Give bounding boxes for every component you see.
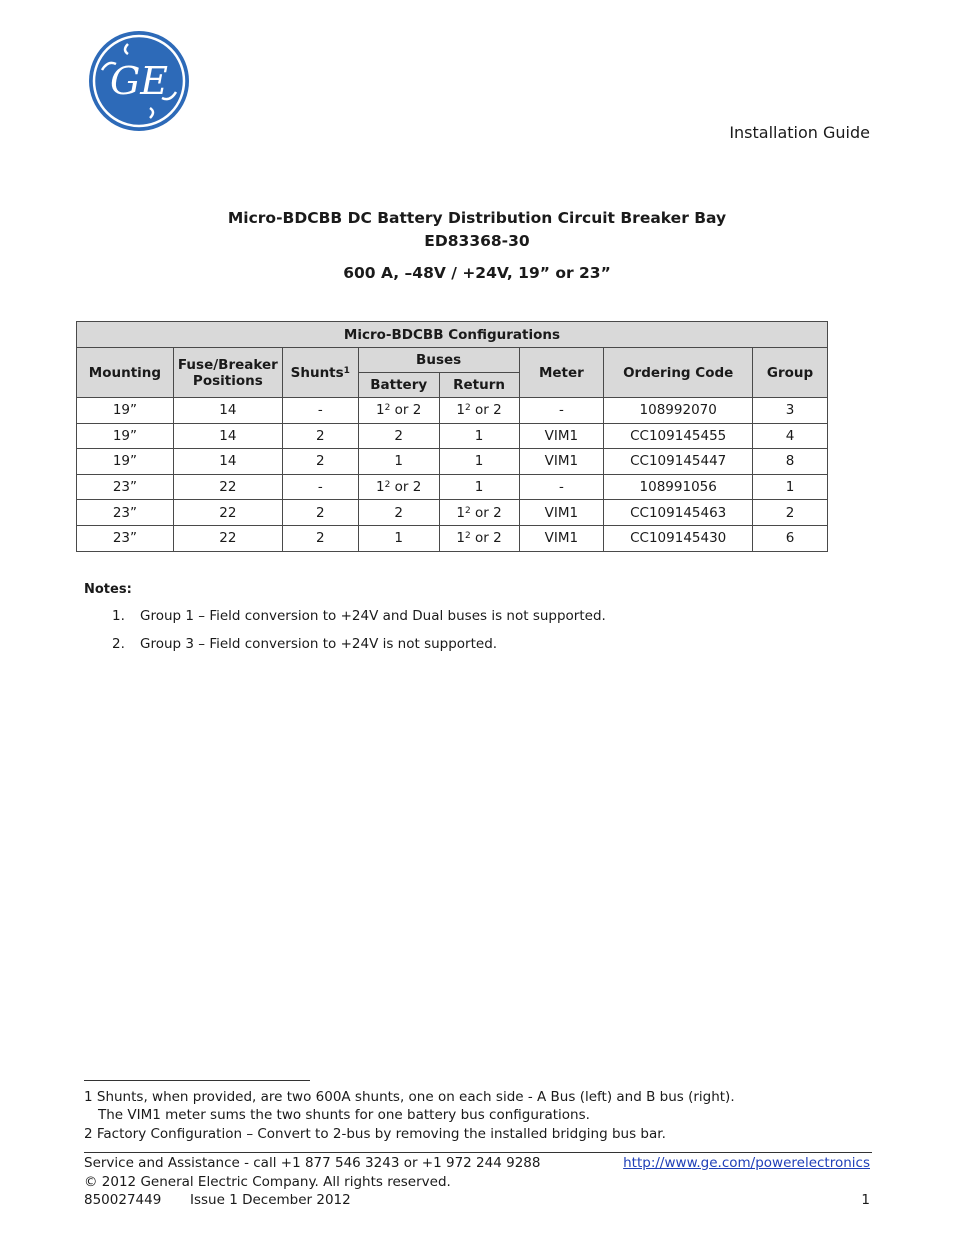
cell-positions: 22 <box>173 500 282 526</box>
logo-text: GE <box>109 59 169 103</box>
ge-logo <box>88 30 190 132</box>
cell-positions: 22 <box>173 525 282 551</box>
cell-ordering-code: CC109145447 <box>604 449 753 475</box>
cell-ordering-code: CC109145455 <box>604 423 753 449</box>
cell-battery <box>358 423 439 449</box>
footer-url-link[interactable]: http://www.ge.com/powerelectronics <box>623 1155 870 1171</box>
cell-battery-value: 1 <box>394 530 403 547</box>
cell-positions: 22 <box>173 474 282 500</box>
cell-shunts: 2 <box>282 449 358 475</box>
cell-meter: - <box>519 474 604 500</box>
doc-type: Installation Guide <box>729 123 870 142</box>
cell-return-value: 1 <box>456 504 465 521</box>
cell-return-alt: or 2 <box>470 530 502 547</box>
cell-mounting: 19” <box>77 398 174 424</box>
note-text: Group 1 – Field conversion to +24V and Dual buses is not supported. <box>140 608 606 624</box>
cell-return <box>439 423 519 449</box>
header-fuse-breaker <box>173 348 282 398</box>
cell-battery <box>358 525 439 551</box>
cell-battery-alt: or 2 <box>390 402 422 419</box>
cell-return-value: 1 <box>456 402 465 419</box>
header-shunts <box>282 348 358 398</box>
cell-shunts: - <box>282 474 358 500</box>
cell-battery <box>358 449 439 475</box>
cell-return <box>439 525 519 551</box>
footer-divider <box>84 1152 872 1153</box>
cell-group: 1 <box>753 474 828 500</box>
header-return: Return <box>439 373 519 398</box>
cell-battery-value: 1 <box>394 453 403 470</box>
cell-battery <box>358 474 439 500</box>
cell-positions: 14 <box>173 423 282 449</box>
cell-meter: VIM1 <box>519 500 604 526</box>
footnote-2: 2 Factory Configuration – Convert to 2-bus by removing the installed bridging bus bar. <box>84 1126 666 1142</box>
cell-battery <box>358 500 439 526</box>
title-line-3: 600 A, –48V / +24V, 19” or 23” <box>343 264 611 282</box>
cell-battery <box>358 398 439 424</box>
footer-issue: Issue 1 December 2012 <box>190 1192 351 1208</box>
cell-meter: VIM1 <box>519 423 604 449</box>
cell-return <box>439 474 519 500</box>
header-buses: Buses <box>358 348 519 373</box>
cell-battery-value: 1 <box>376 402 385 419</box>
footer-doc-number: 850027449 <box>84 1192 162 1208</box>
cell-positions: 14 <box>173 449 282 475</box>
table-row <box>77 500 828 526</box>
header-fuse-breaker-line2: Positions <box>192 372 263 389</box>
header-shunts-label: Shunts <box>290 364 344 381</box>
note-number: 1. <box>112 608 125 624</box>
cell-return <box>439 500 519 526</box>
cell-shunts: 2 <box>282 500 358 526</box>
cell-mounting: 23” <box>77 500 174 526</box>
header-fuse-breaker-line1: Fuse/Breaker <box>177 356 278 373</box>
cell-group: 6 <box>753 525 828 551</box>
cell-positions: 14 <box>173 398 282 424</box>
cell-battery-value: 1 <box>376 479 385 496</box>
cell-battery-value: 2 <box>394 504 403 521</box>
cell-return-value: 1 <box>456 530 465 547</box>
title-line-2: ED83368-30 <box>424 232 530 250</box>
cell-mounting: 19” <box>77 423 174 449</box>
table-row <box>77 449 828 475</box>
cell-group: 3 <box>753 398 828 424</box>
note-number: 2. <box>112 636 125 652</box>
cell-return <box>439 398 519 424</box>
footnote-ref: 2 <box>384 480 391 491</box>
cell-group: 2 <box>753 500 828 526</box>
cell-return-alt: or 2 <box>470 504 502 521</box>
cell-return-value: 1 <box>474 427 484 444</box>
footnote-ref: 2 <box>465 403 471 414</box>
note-text: Group 3 – Field conversion to +24V is not supported. <box>140 636 498 652</box>
table-row <box>77 398 828 424</box>
footer-service: Service and Assistance - call +1 877 546 3243 or +1 972 244 9288 <box>84 1155 541 1171</box>
header-meter: Meter <box>519 348 604 398</box>
cell-group: 8 <box>753 449 828 475</box>
header-mounting: Mounting <box>77 348 174 398</box>
title-line-1: Micro-BDCBB DC Battery Distribution Circuit Breaker Bay <box>227 209 727 227</box>
cell-ordering-code: 108991056 <box>604 474 753 500</box>
cell-return-value: 1 <box>474 479 484 496</box>
table-row <box>77 525 828 551</box>
cell-meter: VIM1 <box>519 449 604 475</box>
table-row <box>77 474 828 500</box>
table-caption: Micro-BDCBB Configurations <box>77 322 828 348</box>
footnote-ref: 2 <box>384 403 391 414</box>
cell-battery-value: 2 <box>394 427 403 444</box>
cell-return-value: 1 <box>474 453 484 470</box>
table-row <box>77 423 828 449</box>
cell-shunts: - <box>282 398 358 424</box>
cell-ordering-code: 108992070 <box>604 398 753 424</box>
cell-shunts: 2 <box>282 423 358 449</box>
footnote-1-continued: The VIM1 meter sums the two shunts for one battery bus configurations. <box>98 1107 590 1123</box>
footnote-divider <box>84 1080 310 1081</box>
header-ordering-code: Ordering Code <box>604 348 753 398</box>
configurations-table <box>76 321 828 552</box>
footnote-ref: 2 <box>465 531 471 542</box>
page-number: 1 <box>861 1192 870 1208</box>
notes-heading: Notes: <box>84 582 132 597</box>
header-battery: Battery <box>358 373 439 398</box>
cell-return <box>439 449 519 475</box>
cell-return-alt: or 2 <box>470 402 502 419</box>
footnote-ref: 1 <box>343 365 350 376</box>
footer-copyright: © 2012 General Electric Company. All rights reserved. <box>84 1174 451 1190</box>
cell-mounting: 23” <box>77 525 174 551</box>
cell-battery-alt: or 2 <box>390 479 422 496</box>
cell-ordering-code: CC109145430 <box>604 525 753 551</box>
cell-mounting: 23” <box>77 474 174 500</box>
cell-meter: - <box>519 398 604 424</box>
cell-shunts: 2 <box>282 525 358 551</box>
footnote-ref: 2 <box>465 505 471 516</box>
footnote-1: 1 Shunts, when provided, are two 600A shunts, one on each side - A Bus (left) and B bus (right). <box>84 1089 735 1105</box>
cell-group: 4 <box>753 423 828 449</box>
cell-meter: VIM1 <box>519 525 604 551</box>
cell-mounting: 19” <box>77 449 174 475</box>
header-group: Group <box>753 348 828 398</box>
cell-ordering-code: CC109145463 <box>604 500 753 526</box>
